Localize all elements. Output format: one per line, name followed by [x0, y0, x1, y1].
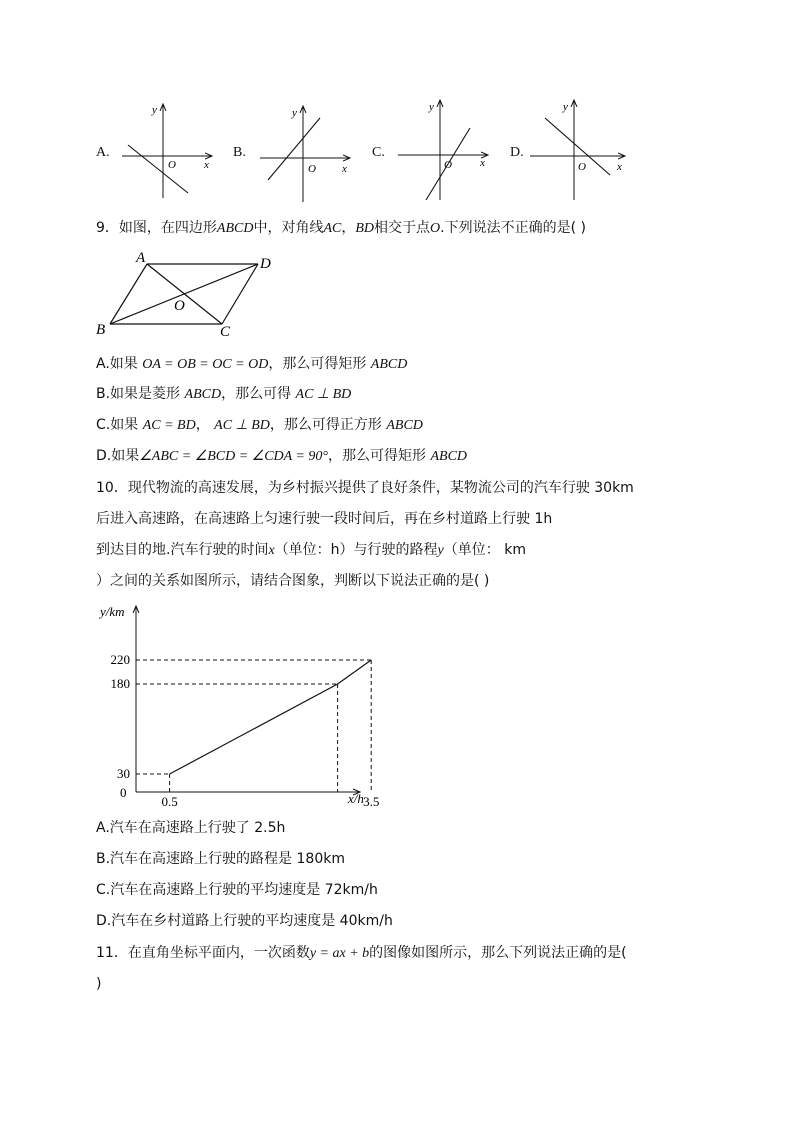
y-tick-label-30: 30 [117, 766, 130, 781]
q8-option-c-letter: C. [372, 145, 385, 160]
x-tick-label-0.5: 0.5 [161, 794, 178, 809]
vertex-b-label: B [96, 322, 106, 338]
x-label: x [617, 161, 622, 173]
diagonal-bd [110, 264, 258, 324]
x-label: x [204, 159, 209, 171]
y-label: y [152, 104, 157, 116]
q11-stem-end: ) [96, 976, 102, 992]
center-o-label: O [174, 298, 185, 314]
q8-graphs [0, 0, 794, 210]
q10-distance-time-chart [90, 598, 390, 818]
q8-option-b-letter: B. [233, 145, 246, 160]
q10-option-b: B.汽车在高速路上行驶的路程是 180km [96, 851, 345, 867]
y-tick-label-220: 220 [110, 652, 130, 667]
q9-stem: 9．如图，在四边形ABCD中，对角线AC，BD相交于点O.下列说法不正确的是( ) [96, 220, 586, 236]
q9-option-a: A.如果 OA = OB = OC = OD，那么可得矩形 ABCD [96, 356, 408, 372]
q11-stem: 11．在直角坐标平面内，一次函数y = ax + b的图像如图所示，那么下列说法正确的是( [96, 945, 627, 961]
q8-graph-d [530, 100, 625, 200]
origin-label: O [578, 161, 586, 173]
q9-option-c: C.如果 AC = BD， AC ⊥ BD，那么可得正方形 ABCD [96, 417, 423, 433]
q10-stem-line4: ）之间的关系如图所示，请结合图象，判断以下说法正确的是( ) [96, 573, 490, 589]
function-line [128, 145, 188, 193]
vertex-a-label: A [136, 250, 146, 266]
x-tick-label-3.5: 3.5 [363, 794, 380, 809]
y-label: y [429, 101, 434, 113]
chart-y-axis-label: y/km [100, 604, 125, 619]
q8-graph-a [122, 104, 212, 198]
q10-stem-line2: 后进入高速路，在高速路上匀速行驶一段时间后，再在乡村道路上行驶 1h [96, 511, 553, 527]
q10-option-c: C.汽车在高速路上行驶的平均速度是 72km/h [96, 882, 378, 898]
origin-label: O [444, 159, 452, 171]
origin-label: O [168, 159, 176, 171]
y-label: y [292, 107, 297, 119]
q8-option-d-letter: D. [510, 145, 524, 160]
q8-graph-c [398, 100, 488, 200]
q10-option-a: A.汽车在高速路上行驶了 2.5h [96, 820, 286, 836]
x-label: x [342, 163, 347, 175]
chart-origin-label: 0 [120, 785, 127, 800]
q9-option-b: B.如果是菱形 ABCD，那么可得 AC ⊥ BD [96, 386, 352, 402]
q10-stem-line3: 到达目的地.汽车行驶的时间x（单位：h）与行驶的路程y（单位： km [96, 542, 526, 558]
vertex-c-label: C [220, 324, 231, 340]
y-tick-label-180: 180 [110, 676, 130, 691]
chart-x-axis-label: x/h [348, 791, 364, 806]
q10-stem-line1: 10．现代物流的高速发展，为乡村振兴提供了良好条件，某物流公司的汽车行驶 30km [96, 480, 634, 496]
q9-parallelogram-figure [90, 250, 390, 350]
q10-option-d: D.汽车在乡村道路上行驶的平均速度是 40km/h [96, 913, 393, 929]
y-label: y [563, 101, 568, 113]
q8-graph-b [260, 106, 350, 202]
x-label: x [480, 157, 485, 169]
vertex-d-label: D [260, 256, 271, 272]
origin-label: O [308, 163, 316, 175]
series-line [170, 660, 372, 774]
side-dc [222, 264, 258, 324]
side-ba [110, 264, 147, 324]
q9-option-d: D.如果∠ABC = ∠BCD = ∠CDA = 90°，那么可得矩形 ABCD [96, 448, 468, 464]
q8-option-a-letter: A. [96, 145, 110, 160]
